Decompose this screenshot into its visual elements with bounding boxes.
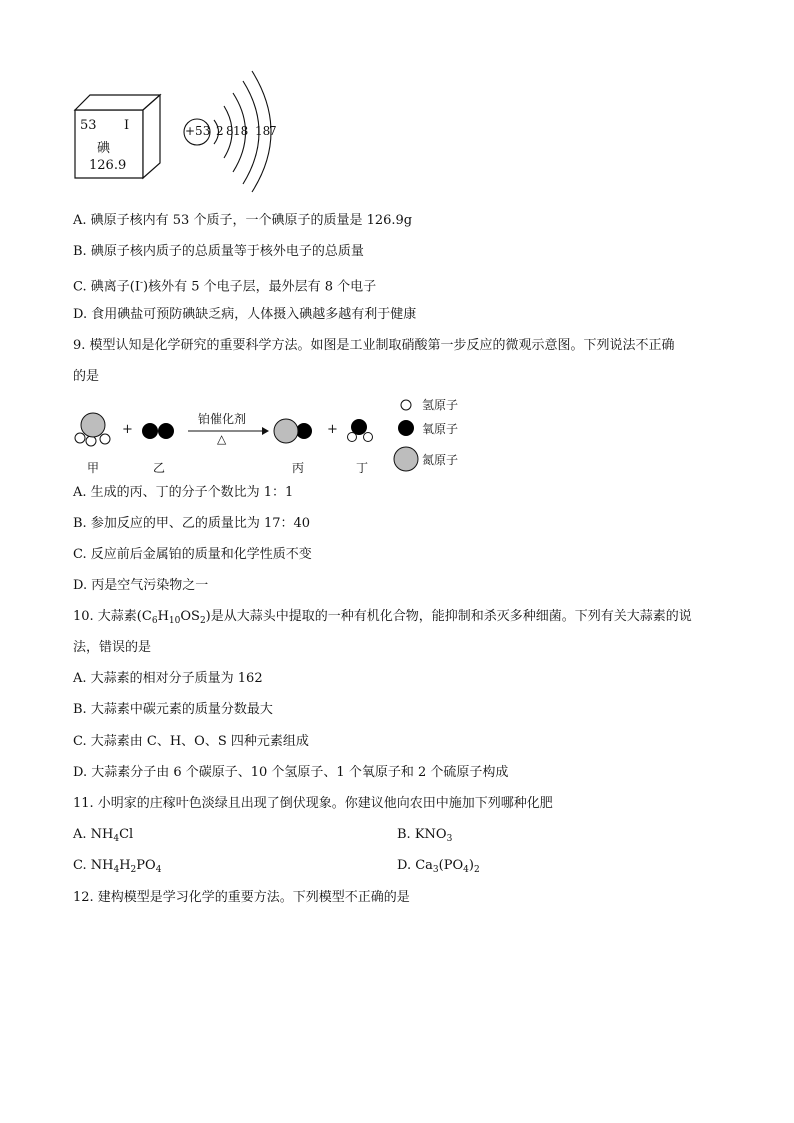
q8-option-b: B. 碘原子核内质子的总质量等于核外电子的总质量 [73,244,364,259]
q11-option-d: D. $Ca_3(PO_4)_2$ [397,858,480,875]
yi-o-atom-2 [158,423,174,439]
shell-count-4: 18 [255,124,271,138]
q10-stem-line1: 10. 大蒜素$(C_6H_{10}OS_2)$是从大蒜头中提取的一种有机化合物，能抑制和杀灭多种细菌。下列有关大蒜素的说 [73,609,692,626]
q10-option-d: D. 大蒜素分子由 6 个碳原子、10 个氢原子、1 个氧原子和 2 个硫原子构成 [73,765,509,780]
q10-option-c: C. 大蒜素由 C、H、O、S 四种元素组成 [73,734,309,749]
shell-count-2: 8 [226,124,234,138]
legend-o-symbol [398,420,414,436]
q9-option-c: C. 反应前后金属铂的质量和化学性质不变 [73,547,312,562]
q11-option-a: A. $NH_4Cl$ [73,827,134,844]
legend-h-label: 氢原子 [422,398,459,412]
legend-h-symbol [401,400,411,410]
q10-option-b: B. 大蒜素中碳元素的质量分数最大 [73,702,273,717]
q8-option-d: D. 食用碘盐可预防碘缺乏病，人体摄入碘越多越有利于健康 [73,307,417,322]
q11-option-c: C. $NH_4H_2PO_4$ [73,858,162,875]
bing-n-atom [274,419,298,443]
q10-stem-line2: 法，错误的是 [73,640,152,655]
yi-o-atom-1 [142,423,158,439]
q9-option-d: D. 丙是空气污染物之一 [73,578,209,593]
atomic-number: 53 [80,118,97,133]
label-ding: 丁 [356,461,369,475]
jia-h-left [75,433,85,443]
nucleus-charge: +53 [185,124,211,138]
element-symbol: I [124,118,130,133]
label-bing: 丙 [292,461,305,475]
shell-count-1: 2 [216,124,224,138]
legend-n-label: 氮原子 [422,453,459,467]
legend-o-label: 氧原子 [422,422,459,436]
ding-h-left [348,433,357,442]
q11-stem: 11. 小明家的庄稼叶色淡绿且出现了倒伏现象。你建议他向农田中施加下列哪种化肥 [73,796,553,811]
q10-option-a: A. 大蒜素的相对分子质量为 162 [73,671,263,686]
catalyst-label: 铂催化剂 [198,412,247,426]
q9-stem-line1: 9. 模型认知是化学研究的重要科学方法。如图是工业制取硝酸第一步反应的微观示意图。下列说法不正确 [73,338,675,353]
plus-sign-1: + [122,422,133,437]
shell-count-3: 18 [233,124,249,138]
heat-symbol: △ [217,432,227,446]
ding-h-right [364,433,373,442]
jia-n-atom [81,413,105,437]
q9-option-a: A. 生成的丙、丁的分子个数比为 1：1 [73,485,294,500]
jia-h-right [100,434,110,444]
label-jia: 甲 [87,461,100,475]
shell-count-5: 7 [269,124,277,138]
q9-stem-line2: 的是 [73,369,100,384]
element-name: 碘 [97,141,111,156]
reaction-arrowhead [262,427,269,435]
q8-option-a: A. 碘原子核内有 53 个质子，一个碘原子的质量是 126.9g [73,213,413,228]
plus-sign-2: + [327,422,338,437]
atomic-mass: 126.9 [89,158,127,173]
jia-h-bottom [86,436,96,446]
q9-option-b: B. 参加反应的甲、乙的质量比为 17：40 [73,516,311,531]
label-yi: 乙 [153,461,166,475]
q8-option-c: C. 碘离子(I-)核外有 5 个电子层，最外层有 8 个电子 [73,278,377,295]
q11-option-b: B. $KNO_3$ [397,827,453,844]
q12-stem: 12. 建构模型是学习化学的重要方法。下列模型不正确的是 [73,890,410,905]
legend-n-symbol [394,447,418,471]
